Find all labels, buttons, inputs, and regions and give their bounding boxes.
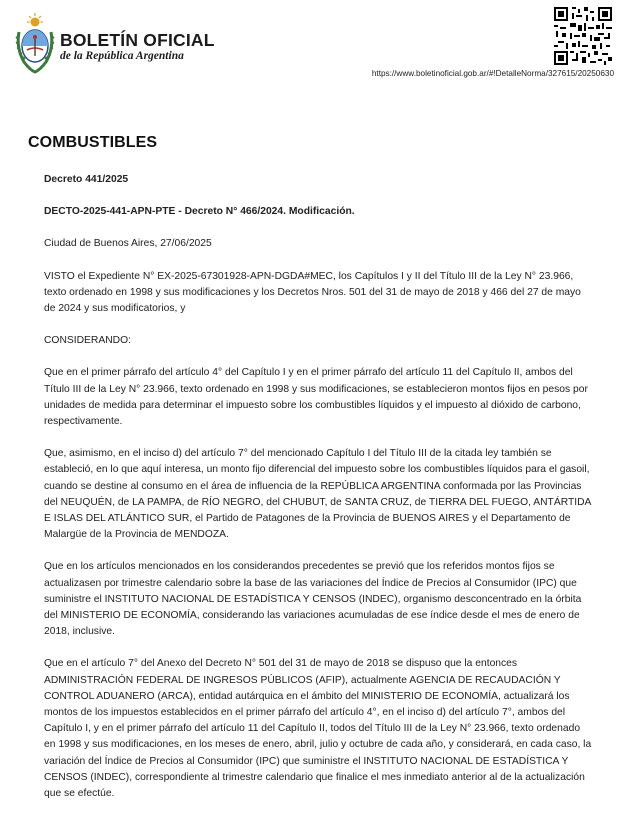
visto-paragraph: VISTO el Expediente N° EX-2025-67301928-APN-DGDA#MEC, los Capítulos I y II del Título III de la Ley N° 23.966, texto ordenado en 1998 y sus modificaciones y los Decretos Nros. 501 del 31 de mayo de 2018 y 466 del 27 de mayo de 2024 y sus modificatorios, y [44,270,581,315]
document-body [44,172,592,818]
place-date: Ciudad de Buenos Aires, 27/06/2025 [44,238,212,250]
argentina-coat-of-arms-icon [14,12,56,74]
brand-title: BOLETÍN OFICIAL [60,30,215,50]
considerando-paragraph: Que en los artículos mencionados en los considerandos precedentes se previó que los referidos montos fijos se actualizasen por trimestre calendario sobre la base de las variaciones del Índice de Precios al Consumidor (IPC) que suministre el INSTITUTO NACIONAL DE ESTADÍSTICA Y CENSOS (INDEC), organismo desconcentrado en la órbita del MINISTERIO DE ECONOMÍA, considerando las variaciones acumuladas de ese índice desde el mes de enero de 2018, inclusive. [44,561,582,638]
decree-reference: DECTO-2025-441-APN-PTE - Decreto N° 466/2024. Modificación. [44,206,355,218]
section-title: COMBUSTIBLES [28,134,158,151]
page-header [0,0,633,90]
considerando-heading: CONSIDERANDO: [44,335,131,347]
considerando-paragraph: Que, asimismo, en el inciso d) del artículo 7° del mencionado Capítulo I del Título III de la citada ley también se estableció, en lo que aquí interesa, un monto fijo diferencial del impuesto sobre los combustibles líquidos para el gasoil, cuando se destine al consumo en el área de influencia de la REPÚBLICA ARGENTINA conformada por las Provincias del NEUQUÉN, de LA PAMPA, de RÍO NEGRO, del CHUBUT, de SANTA CRUZ, de TIERRA DEL FUEGO, ANTÁRTIDA E ISLAS DEL ATLÁNTICO SUR, el Partido de Patagones de la Provincia de BUENOS AIRES y el Departamento de Malargüe de la Provincia de MENDOZA. [44,448,591,541]
considerando-paragraph: Que en el primer párrafo del artículo 4° del Capítulo I y en el primer párrafo del artículo 11 del Capítulo II, ambos del Título III de la Ley N° 23.966, texto ordenado en 1998 y sus modificaciones, se establecieron montos fijos en pesos por unidades de medida para determinar el impuesto sobre los combustibles líquidos y el impuesto al dióxido de carbono, respectivamente. [44,367,588,428]
brand-subtitle: de la República Argentina [60,50,184,62]
qr-code-icon [554,7,612,65]
considerando-paragraph: Que en el artículo 7° del Anexo del Decreto N° 501 del 31 de mayo de 2018 se dispuso que la entonces ADMINISTRACIÓN FEDERAL DE INGRESOS PÚBLICOS (AFIP), actualmente AGENCIA DE RECAUDACIÓN Y CONTROL ADUANERO (ARCA), entidad autárquica en el ámbito del MINISTERIO DE ECONOMÍA, actualizará los montos de los impuestos establecidos en el primer párrafo del artículo 4°, en el inciso d) del artículo 7°, ambos del Capítulo I, y en el primer párrafo del artículo 11 del Capítulo II, todos del Título III de la Ley N° 23.966, texto ordenado en 1998 y sus modificaciones, en los meses de enero, abril, julio y octubre de cada año, y considerará, en cada caso, la variación del Índice de Precios al Consumidor (IPC) que suministre el INSTITUTO NACIONAL DE ESTADÍSTICA Y CENSOS (INDEC), correspondiente al trimestre calendario que finalice el mes inmediato anterior al de la actualización que se efectúe. [44,658,592,800]
decree-number: Decreto 441/2025 [44,174,129,185]
document-url[interactable]: https://www.boletinoficial.gob.ar/#!DetalleNorma/327615/20250630 [371,69,614,78]
